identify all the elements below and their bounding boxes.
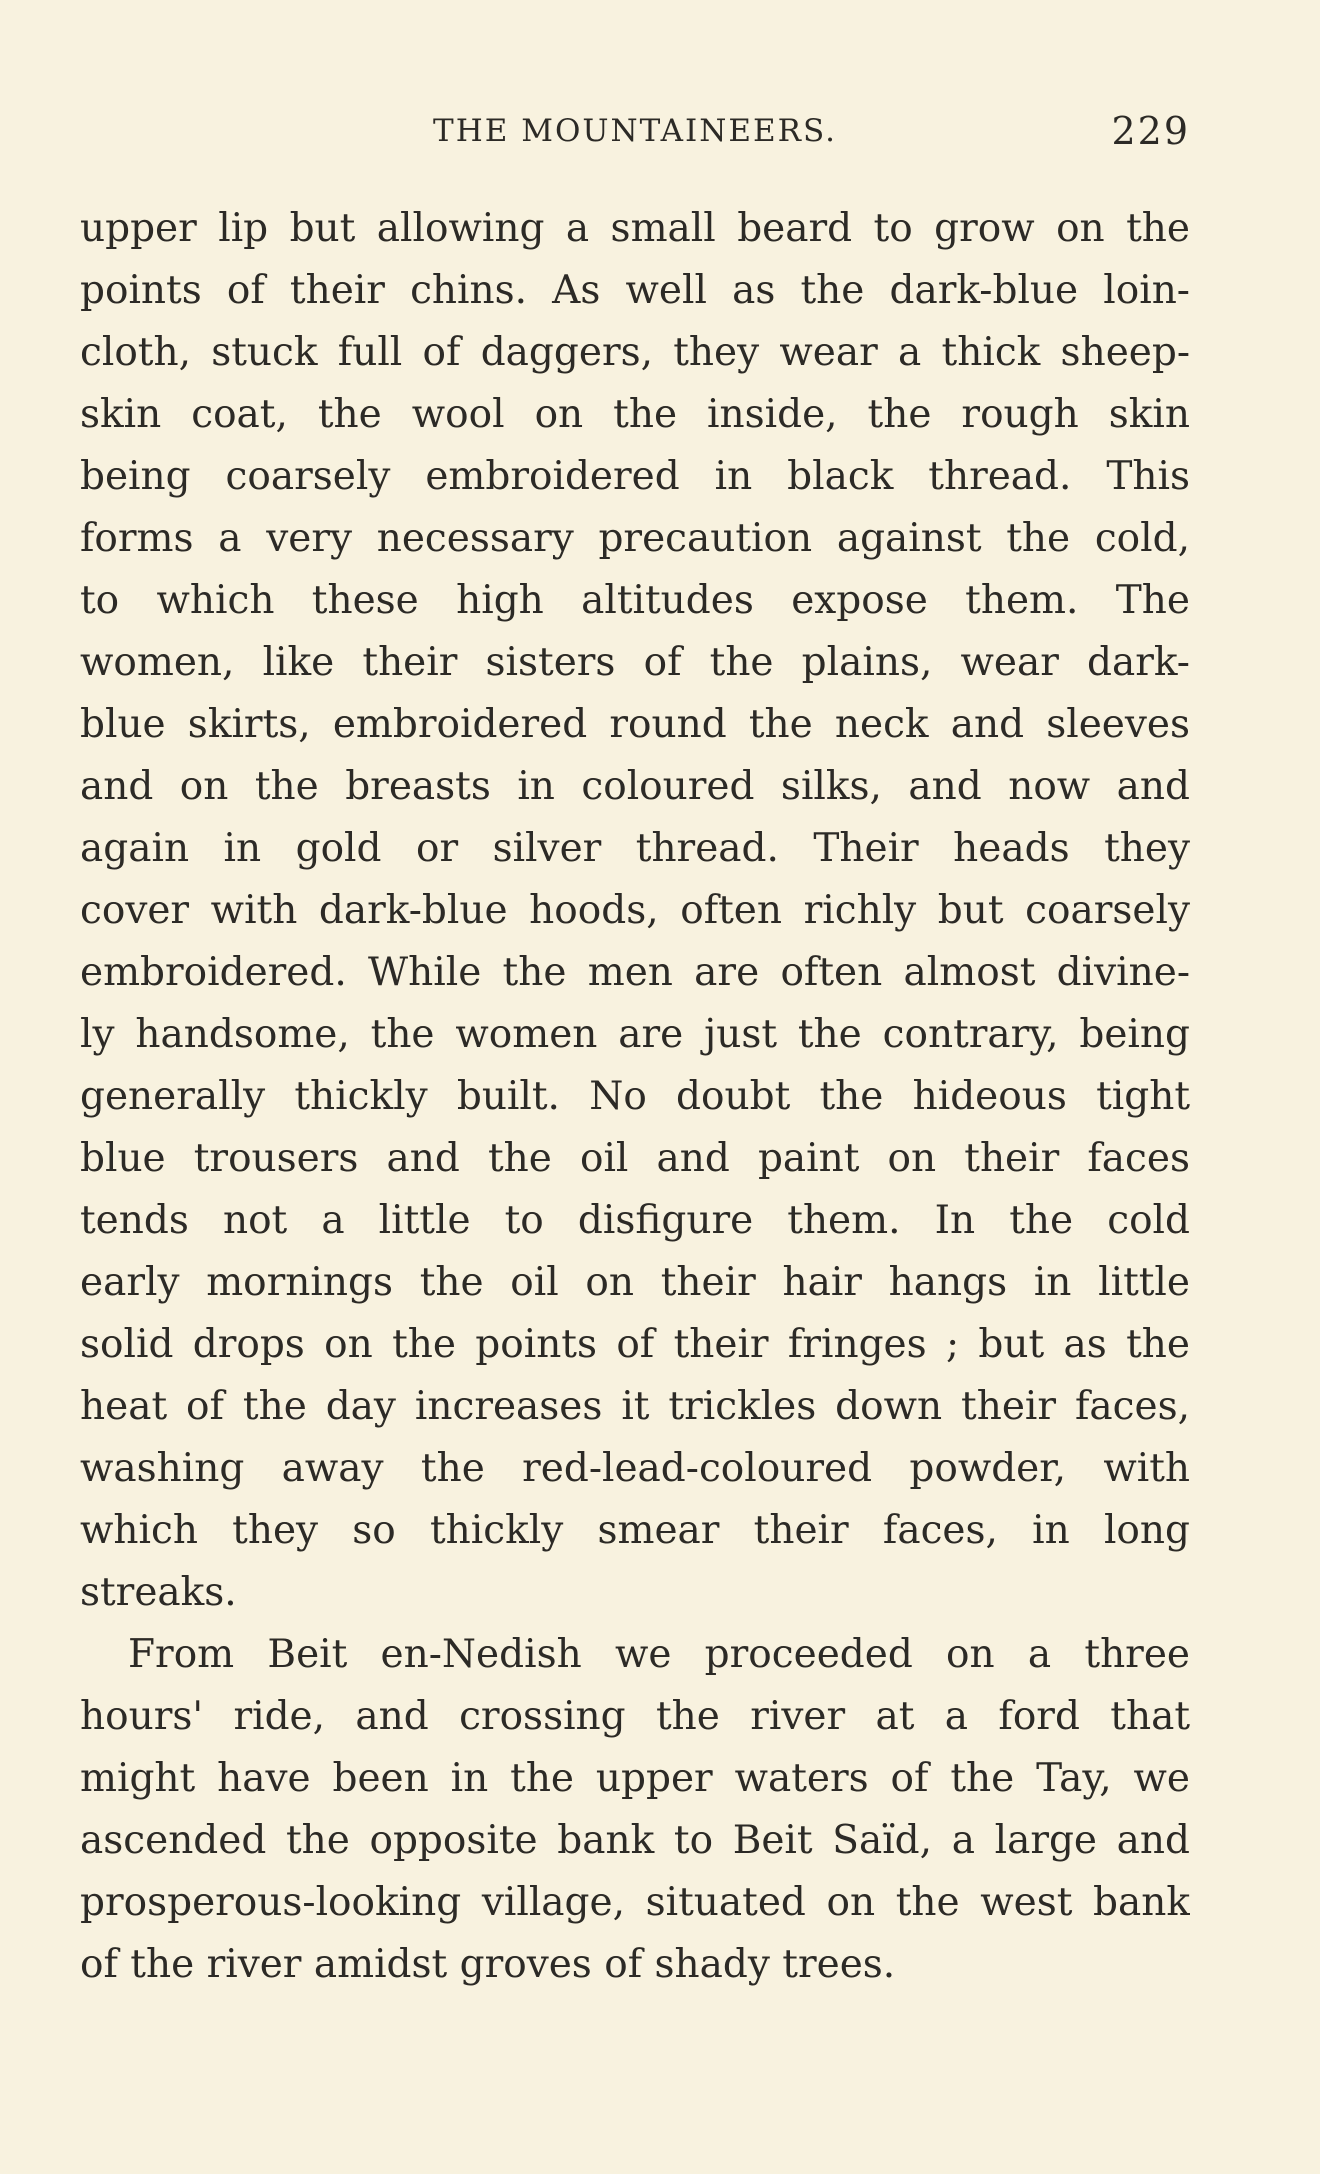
paragraph-end-line: streaks.	[80, 1570, 237, 1615]
running-head	[80, 107, 1190, 155]
text-line: women, like their sisters of the plains, wear dark-	[80, 640, 1190, 685]
text-line: solid drops on the points of their fringes ; but as the	[80, 1322, 1190, 1367]
text-line: again in gold or silver thread. Their heads they	[80, 826, 1190, 871]
text-line: and on the breasts in coloured silks, and now and	[80, 764, 1190, 809]
text-line: tends not a little to disfigure them. In the cold	[80, 1198, 1190, 1243]
text-line: to which these high altitudes expose them. The	[80, 578, 1190, 623]
text-line: cloth, stuck full of daggers, they wear a thick sheep-	[80, 330, 1190, 375]
text-line: blue trousers and the oil and paint on their faces	[80, 1136, 1190, 1181]
paragraph-start-line: From Beit en-Nedish we proceeded on a three	[128, 1632, 1190, 1677]
running-title: THE MOUNTAINEERS.	[433, 113, 837, 149]
text-line: hours' ride, and crossing the river at a ford that	[80, 1694, 1190, 1739]
text-line: skin coat, the wool on the inside, the rough skin	[80, 392, 1190, 437]
text-line: forms a very necessary precaution against the cold,	[80, 516, 1190, 561]
text-line: early mornings the oil on their hair hangs in little	[80, 1260, 1190, 1305]
text-line: being coarsely embroidered in black thread. This	[80, 454, 1190, 499]
page-number: 229	[1111, 109, 1190, 153]
text-line: upper lip but allowing a small beard to grow on the	[80, 206, 1190, 251]
text-line: ly handsome, the women are just the contrary, being	[80, 1012, 1190, 1057]
text-line: which they so thickly smear their faces, in long	[80, 1508, 1190, 1553]
text-line: blue skirts, embroidered round the neck and sleeves	[80, 702, 1190, 747]
text-line: heat of the day increases it trickles down their faces,	[80, 1384, 1190, 1429]
text-line: ascended the opposite bank to Beit Saïd, a large and	[80, 1818, 1190, 1863]
text-line: points of their chins. As well as the dark-blue loin-	[80, 268, 1190, 313]
text-line: cover with dark-blue hoods, often richly but coarsely	[80, 888, 1190, 933]
text-line: embroidered. While the men are often almost divine-	[80, 950, 1190, 995]
text-line: generally thickly built. No doubt the hideous tight	[80, 1074, 1190, 1119]
text-line: washing away the red-lead-coloured powder, with	[80, 1446, 1190, 1491]
paragraph-end-line: of the river amidst groves of shady trees.	[80, 1942, 896, 1987]
body-text	[80, 198, 1190, 1996]
text-line: might have been in the upper waters of the Tay, we	[80, 1756, 1190, 1801]
text-line: prosperous-looking village, situated on the west bank	[80, 1880, 1190, 1925]
